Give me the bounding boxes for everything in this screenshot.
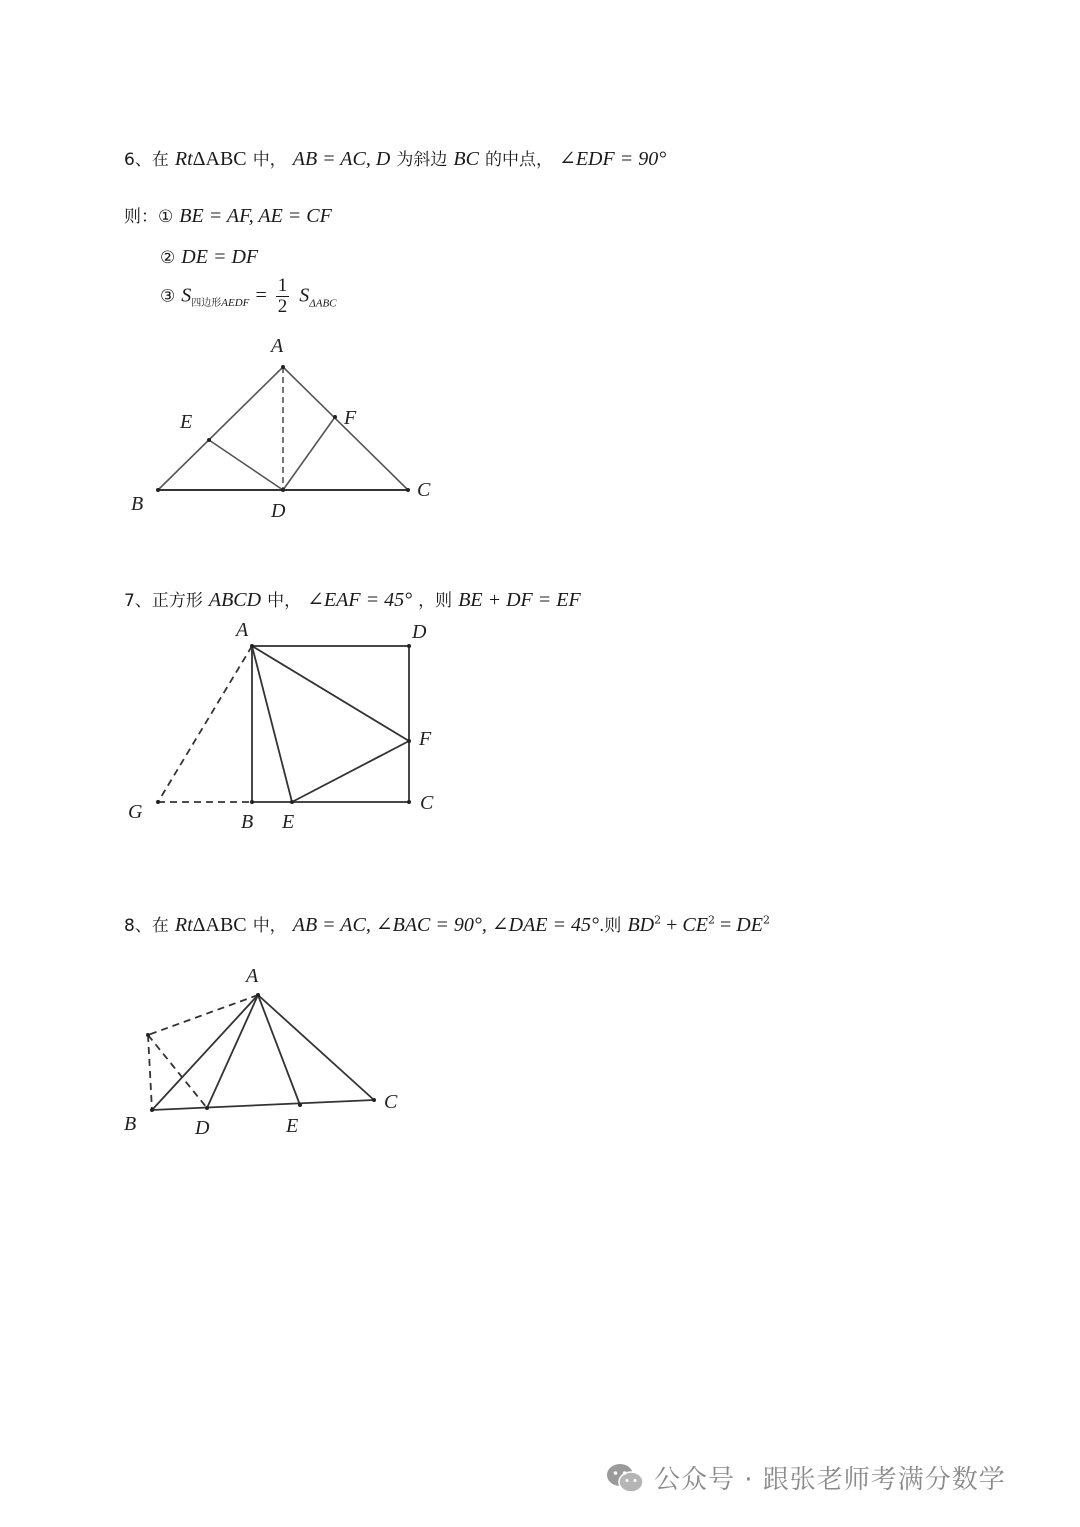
segment-AE — [258, 995, 300, 1105]
segment-dashed-2 — [148, 1035, 152, 1110]
problem-8-statement: 8、在 RtΔABC 中， AB = AC, ∠BAC = 90°, ∠DAE = 45°.则 $BD^2 + CE^2 = DE^2$ — [124, 913, 770, 936]
label-C: C — [384, 1091, 398, 1113]
problem-6-conclusion-2: ② DE = DF — [160, 246, 259, 268]
label-B: B — [131, 493, 144, 515]
label-E: E — [180, 411, 193, 433]
label-D: D — [271, 500, 286, 522]
label-G: G — [128, 801, 143, 823]
label-D: D — [412, 621, 427, 643]
label-A: A — [246, 965, 259, 987]
segment-BC — [152, 1100, 374, 1110]
figure-6-triangle — [120, 330, 460, 530]
problem-6-statement: 6、在 RtΔABC 中， AB = AC, D 为斜边 BC 的中点， ∠EDF = 90° — [124, 148, 667, 170]
figure-7-square — [120, 615, 460, 845]
figure-8-triangle — [118, 960, 418, 1150]
label-D: D — [195, 1117, 210, 1139]
label-A: A — [271, 335, 284, 357]
segment-AB — [152, 995, 258, 1110]
label-F: F — [419, 728, 432, 750]
segment-AG-dashed — [158, 646, 252, 802]
problem-6-conclusion-1: 则：① BE = AF, AE = CF — [124, 205, 332, 227]
segment-AE — [252, 646, 292, 802]
segment-dashed-3 — [148, 1035, 207, 1108]
square-ABCD — [252, 646, 409, 802]
problem-6-conclusion-3: ③ $S_{四边形AEDF}$ = $\frac{1}{2}$ $S_{\Delta ABC}$ — [160, 275, 337, 317]
segment-AF — [252, 646, 409, 741]
label-C: C — [420, 792, 434, 814]
watermark — [606, 1459, 1006, 1496]
label-C: C — [417, 479, 431, 501]
segment-EF — [292, 741, 409, 802]
segment-AB — [158, 367, 283, 490]
label-E: E — [282, 811, 295, 833]
segment-AD — [207, 995, 258, 1108]
label-F: F — [344, 407, 357, 429]
segment-DF — [283, 417, 335, 490]
segment-AC — [258, 995, 374, 1100]
segment-ED — [209, 440, 283, 490]
segment-dashed-1 — [148, 995, 258, 1035]
fraction-one-half: $\frac{1}{2}$ — [277, 275, 288, 317]
watermark-text: 公众号 · 跟张老师考满分数学 — [654, 1465, 1006, 1495]
label-E: E — [286, 1115, 299, 1137]
problem-7-statement: 7、正方形 ABCD 中， ∠EAF = 45° ，则 BE + DF = EF — [124, 589, 581, 611]
label-A: A — [236, 619, 249, 641]
label-B: B — [241, 811, 254, 833]
label-B: B — [124, 1113, 137, 1135]
wechat-icon — [606, 1462, 644, 1494]
